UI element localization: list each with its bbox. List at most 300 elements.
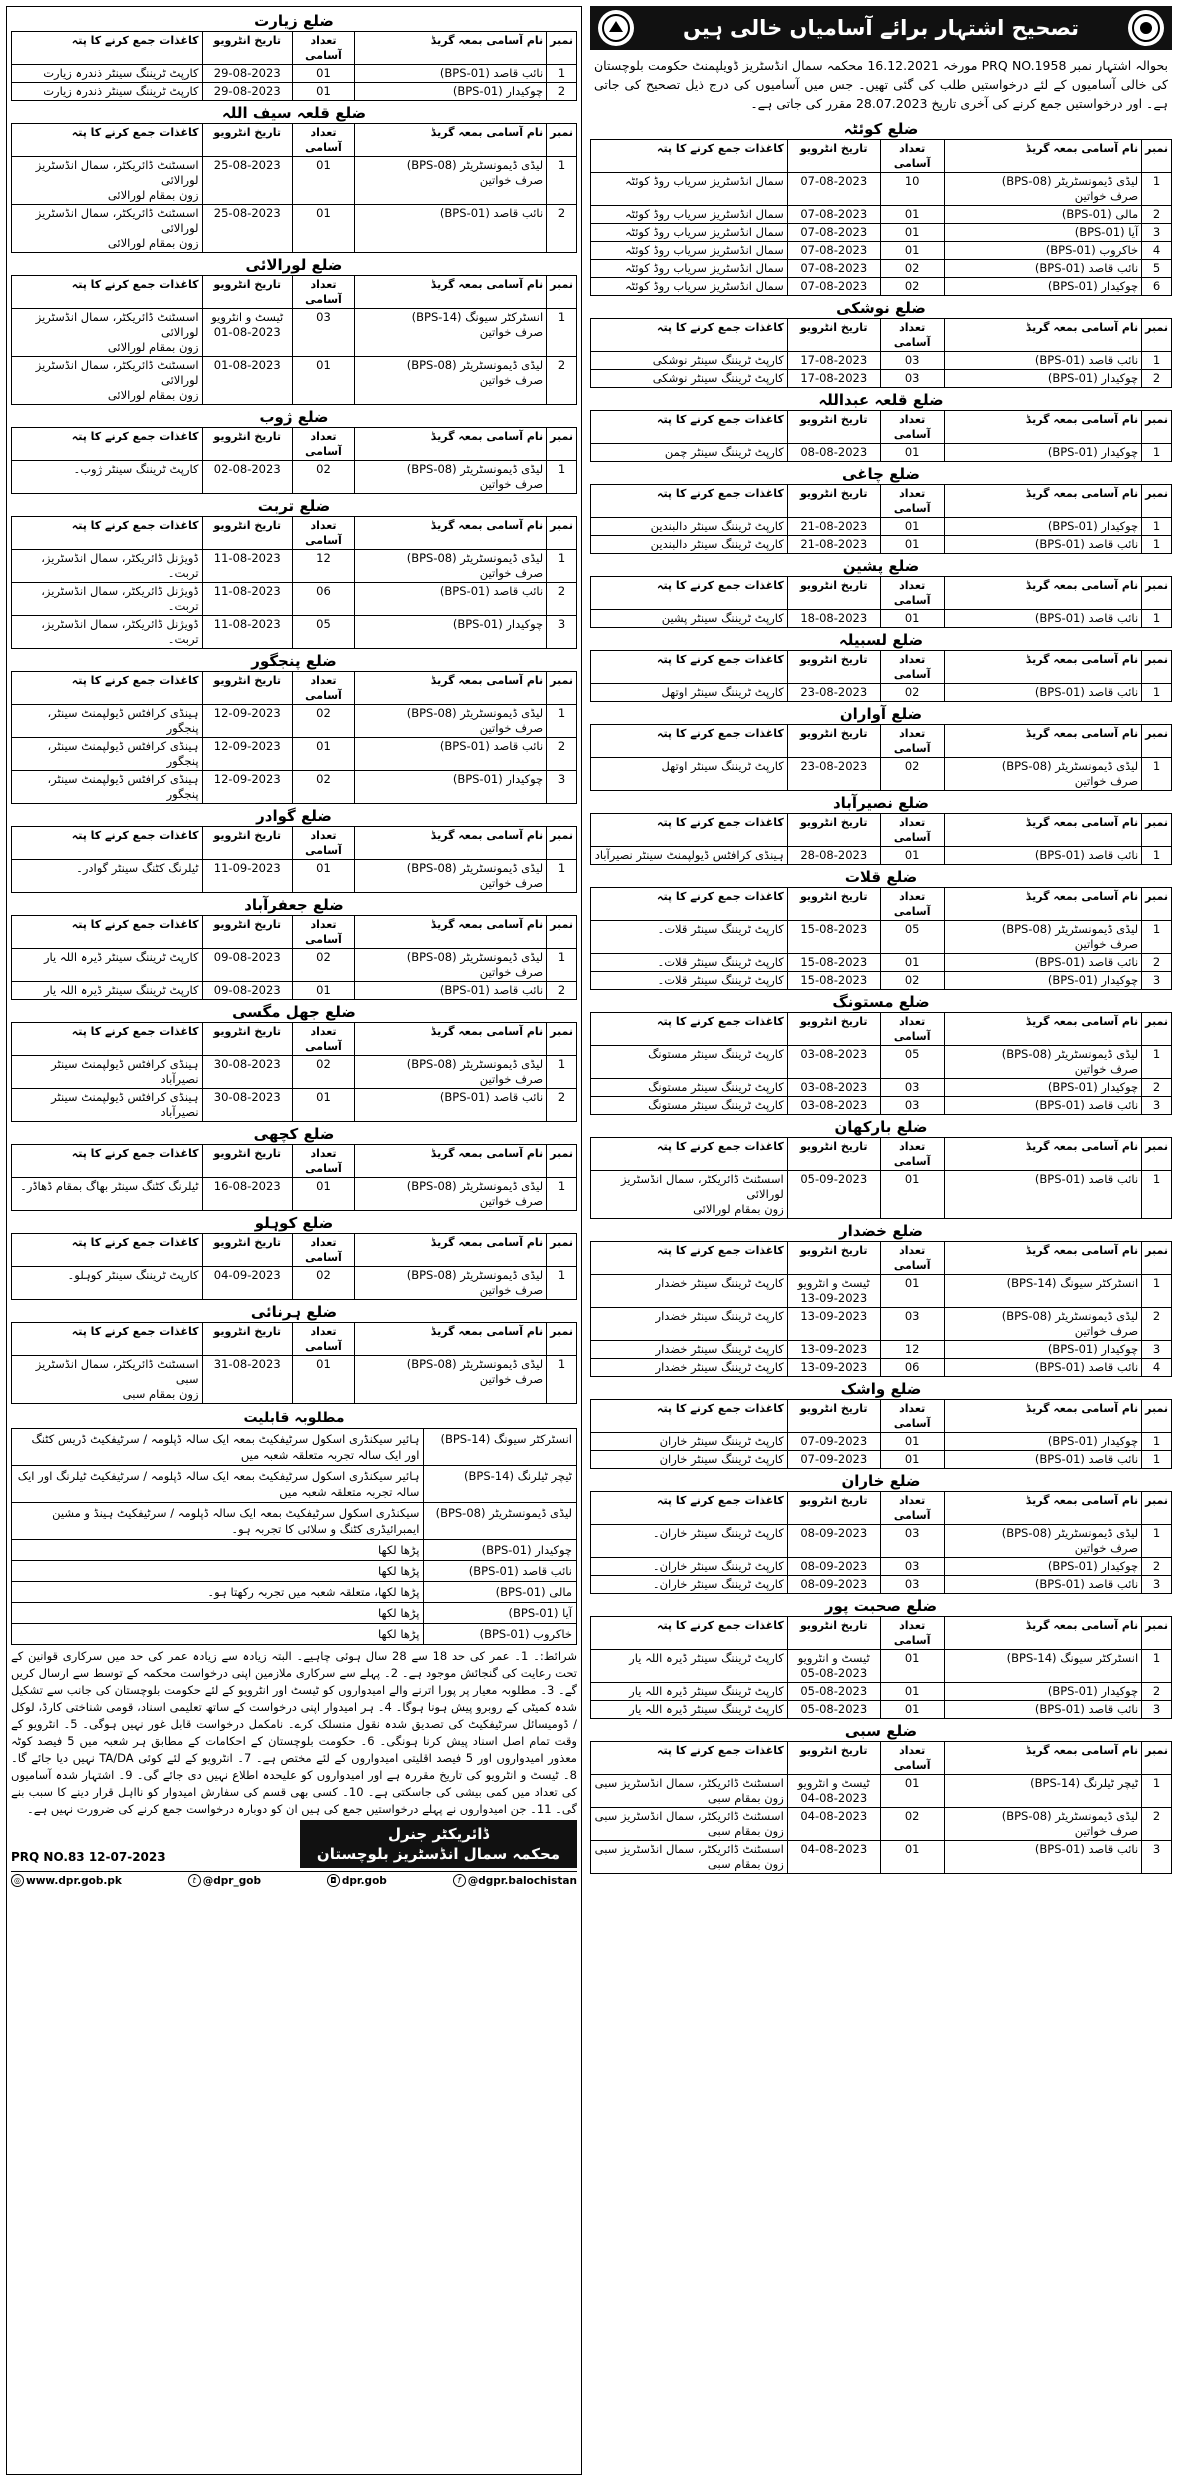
cell-count — [292, 205, 354, 253]
column-header-no: نمبر — [1142, 651, 1172, 684]
qualification-post: لیڈی ڈیمونسٹریٹر (BPS-08) — [424, 1503, 577, 1540]
cell-addr-text: ہینڈی کرافٹس ڈیولپمنٹ سینٹر نصیرآباد — [51, 1057, 199, 1086]
cell-count-text: 06 — [904, 1360, 920, 1374]
cell-post2-text: صرف خواتین — [1074, 1324, 1139, 1338]
cell-addr-text: کارپٹ ٹریننگ سینٹر مستونگ — [648, 1080, 784, 1094]
table-row — [12, 157, 577, 205]
cell-post — [355, 771, 547, 804]
cell-no — [1142, 1775, 1172, 1808]
cell-date-text: 03-08-2023 — [800, 1098, 868, 1112]
cell-post-text: لیڈی ڈیمونسٹریٹر (BPS-08) — [406, 1268, 544, 1282]
cell-date — [202, 65, 292, 83]
qualification-requirement: پڑھا لکھا — [12, 1603, 424, 1624]
intro-paragraph: بحوالہ اشتہار نمبر PRQ NO.1958 مورخہ 16.12.2021 محکمہ سمال انڈسٹریز ڈویلپمنٹ حکومت بلوچستان کی خالی آسامیوں کے لئے درخواستیں طلب کی گئی تھیں۔ جس میں آسامیوں کی درج ذیل تصحیح کی جاتی ہے۔ اور درخواستیں جمع کرنے کی آخری تاریخ 28.07.2023 مقرر کی جاتی ہے۔ — [594, 58, 1169, 111]
table-row — [591, 1558, 1172, 1576]
cell-post-text: لیڈی ڈیمونسٹریٹر (BPS-08) — [1001, 922, 1139, 936]
cell-no — [1142, 1841, 1172, 1874]
cell-no-text: 2 — [1152, 955, 1161, 969]
cell-date-text: 09-08-2023 — [213, 950, 281, 964]
cell-addr — [591, 684, 788, 702]
cell-date-text: 23-08-2023 — [800, 759, 868, 773]
cell-date — [787, 1046, 880, 1079]
cell-no — [1142, 173, 1172, 206]
table-row — [591, 847, 1172, 865]
column-header-date: تاریخ انٹرویو — [202, 827, 292, 860]
cell-addr — [12, 982, 203, 1000]
cell-addr — [12, 83, 203, 101]
column-header-date: تاریخ انٹرویو — [787, 888, 880, 921]
cell-post2-text: صرف خواتین — [479, 566, 544, 580]
cell-no-text: 1 — [1152, 1452, 1161, 1466]
cell-post-text: نائب قاصد (BPS-01) — [1034, 848, 1139, 862]
district-table — [11, 516, 577, 649]
cell-no — [1142, 972, 1172, 990]
district-heading: ضلع قلعہ عبداللہ — [818, 391, 944, 409]
column-header-date: تاریخ انٹرویو — [202, 276, 292, 309]
qualification-post: انسٹرکٹر سیونگ (BPS-14) — [424, 1429, 577, 1466]
cell-no-text: 1 — [1152, 537, 1161, 551]
left-sections — [11, 12, 577, 1404]
cell-date-text: 08-09-2023 — [800, 1559, 868, 1573]
cell-addr-text: کارپٹ ٹریننگ سینٹر خاران — [659, 1452, 784, 1466]
cell-post — [944, 972, 1142, 990]
footer-instagram[interactable]: ◘ dpr.gob — [327, 1874, 387, 1887]
cell-count-text: 05 — [904, 1047, 920, 1061]
cell-count-text: 01 — [904, 1684, 920, 1698]
column-header-address: کاغذات جمع کرنے کا پتہ — [591, 1242, 788, 1275]
cell-no — [1142, 1808, 1172, 1841]
cell-no — [547, 949, 577, 982]
cell-date — [202, 616, 292, 649]
table-header-row — [591, 140, 1172, 173]
cell-count-text: 05 — [316, 617, 331, 631]
column-header-post: نام آسامی بمعہ گریڈ — [944, 651, 1142, 684]
district-table — [11, 1144, 577, 1211]
cell-post — [355, 1356, 547, 1404]
column-header-date: تاریخ انٹرویو — [202, 32, 292, 65]
table-row — [591, 1576, 1172, 1594]
cell-post-text: لیڈی ڈیمونسٹریٹر (BPS-08) — [406, 706, 544, 720]
cell-date — [787, 1808, 880, 1841]
title-bar — [590, 6, 1172, 50]
column-header-count: تعداد آسامی — [880, 725, 944, 758]
cell-addr — [591, 1841, 788, 1874]
table-row — [591, 1808, 1172, 1841]
facebook-icon: f — [453, 1874, 466, 1887]
column-header-date: تاریخ انٹرویو — [202, 916, 292, 949]
cell-addr2-text: زون بمقام سبی — [122, 1387, 199, 1401]
district-table — [590, 650, 1172, 702]
cell-date — [202, 205, 292, 253]
cell-addr2-text: زون بمقام سبی — [707, 1857, 784, 1871]
cell-count — [292, 949, 354, 982]
cell-addr-text: اسسٹنٹ ڈائریکٹر، سمال انڈسٹریز لورالائی — [35, 358, 199, 387]
column-header-no: نمبر — [1142, 577, 1172, 610]
cell-no — [547, 583, 577, 616]
cell-no-text: 1 — [1152, 1526, 1161, 1540]
cell-post-text: چوکیدار (BPS-01) — [1047, 445, 1139, 459]
cell-no-text: 3 — [1152, 225, 1161, 239]
table-header-row — [591, 1617, 1172, 1650]
cell-post-text: نائب قاصد (BPS-01) — [439, 1090, 544, 1104]
column-header-count: تعداد آسامی — [880, 814, 944, 847]
cell-post — [355, 1056, 547, 1089]
cell-addr — [591, 278, 788, 296]
cell-addr-text: ہینڈی کرافٹس ڈیولپمنٹ سینٹر نصیرآباد — [594, 848, 784, 862]
cell-count-text: 03 — [904, 1577, 920, 1591]
cell-count-text: 01 — [904, 1776, 920, 1790]
cell-no-text: 3 — [557, 617, 566, 631]
cell-addr-text: کارپٹ ٹریننگ سینٹر دالبندین — [650, 537, 784, 551]
district-heading: ضلع لسبیلہ — [838, 631, 924, 649]
column-header-no: نمبر — [547, 124, 577, 157]
table-row — [591, 518, 1172, 536]
qualification-row — [12, 1624, 577, 1645]
cell-no — [547, 982, 577, 1000]
cell-date — [787, 1171, 880, 1219]
district-heading: ضلع مستونگ — [832, 993, 930, 1011]
table-row — [12, 1267, 577, 1300]
cell-post2-text: صرف خواتین — [1074, 189, 1139, 203]
column-header-count: تعداد آسامی — [292, 1023, 354, 1056]
column-header-count: تعداد آسامی — [880, 888, 944, 921]
cell-date — [787, 1841, 880, 1874]
cell-date — [202, 357, 292, 405]
cell-count — [880, 1079, 944, 1097]
column-header-no: نمبر — [1142, 1138, 1172, 1171]
cell-count — [880, 242, 944, 260]
cell-post-text: نائب قاصد (BPS-01) — [1034, 1172, 1139, 1186]
cell-addr-text: کارپٹ ٹریننگ سینٹر ژوب۔ — [73, 462, 199, 476]
cell-no — [547, 357, 577, 405]
cell-no — [1142, 847, 1172, 865]
column-header-date: تاریخ انٹرویو — [202, 1145, 292, 1178]
cell-post — [944, 1451, 1142, 1469]
district-table — [11, 31, 577, 101]
cell-post — [355, 738, 547, 771]
cell-date2-text: 05-08-2023 — [800, 1666, 868, 1680]
cell-addr — [12, 949, 203, 982]
cell-count — [292, 860, 354, 893]
cell-date — [787, 260, 880, 278]
cell-post-text: چوکیدار (BPS-01) — [452, 84, 544, 98]
district-heading: ضلع صحبت پور — [824, 1597, 938, 1615]
cell-count — [880, 173, 944, 206]
cell-post2-text: صرف خواتین — [479, 1194, 544, 1208]
cell-post2-text: صرف خواتین — [479, 721, 544, 735]
prq-number: PRQ NO.83 12-07-2023 — [11, 1850, 166, 1864]
cell-no — [1142, 921, 1172, 954]
cell-count-text: 01 — [316, 1357, 331, 1371]
cell-count-text: 02 — [316, 706, 331, 720]
district-table — [590, 887, 1172, 990]
cell-count-text: 02 — [904, 973, 920, 987]
cell-date-text: 05-09-2023 — [800, 1172, 868, 1186]
cell-no-text: 1 — [1152, 759, 1161, 773]
footer-twitter[interactable]: t @dpr_gob — [188, 1874, 261, 1887]
district-table — [11, 1322, 577, 1404]
cell-date-text: 15-08-2023 — [800, 922, 868, 936]
table-row — [591, 758, 1172, 791]
district-table — [590, 484, 1172, 554]
signature-box — [300, 1820, 577, 1868]
column-header-post: نام آسامی بمعہ گریڈ — [355, 276, 547, 309]
cell-count-text: 02 — [904, 1809, 920, 1823]
cell-count-text: 01 — [904, 519, 920, 533]
cell-no-text: 2 — [1152, 1684, 1161, 1698]
column-header-no: نمبر — [547, 517, 577, 550]
cell-addr — [591, 1808, 788, 1841]
column-header-no: نمبر — [1142, 1242, 1172, 1275]
cell-count-text: 05 — [904, 922, 920, 936]
cell-post-text: چوکیدار (BPS-01) — [1047, 371, 1139, 385]
column-header-no: نمبر — [1142, 1617, 1172, 1650]
column-header-no: نمبر — [547, 428, 577, 461]
cell-addr-text: ڈویژنل ڈائریکٹر، سمال انڈسٹریز، — [41, 584, 199, 598]
cell-count-text: 01 — [904, 1434, 920, 1448]
cell-no-text: 5 — [1152, 261, 1161, 275]
cell-no-text: 2 — [557, 584, 566, 598]
cell-addr2-text: تربت۔ — [167, 632, 199, 646]
table-row — [591, 1079, 1172, 1097]
table-header-row — [591, 1492, 1172, 1525]
cell-count-text: 12 — [904, 1342, 920, 1356]
cell-no-text: 1 — [1152, 445, 1161, 459]
column-header-address: کاغذات جمع کرنے کا پتہ — [591, 1742, 788, 1775]
district-table — [11, 275, 577, 405]
cell-count-text: 01 — [904, 611, 920, 625]
cell-count — [880, 1046, 944, 1079]
table-row — [591, 1341, 1172, 1359]
table-row — [12, 83, 577, 101]
district-table — [11, 671, 577, 804]
cell-post — [355, 616, 547, 649]
cell-date-text: 07-09-2023 — [800, 1452, 868, 1466]
cell-no — [1142, 1079, 1172, 1097]
cell-addr — [12, 65, 203, 83]
cell-date — [787, 1341, 880, 1359]
footer-web[interactable]: ◎ www.dpr.gob.pk — [11, 1874, 122, 1887]
cell-count — [880, 444, 944, 462]
column-header-post: نام آسامی بمعہ گریڈ — [355, 32, 547, 65]
cell-addr — [591, 954, 788, 972]
cell-addr-text: کارپٹ ٹریننگ سینٹر خاران — [659, 1434, 784, 1448]
cell-date — [787, 444, 880, 462]
column-header-address: کاغذات جمع کرنے کا پتہ — [12, 428, 203, 461]
cell-addr — [591, 1308, 788, 1341]
table-header-row — [12, 827, 577, 860]
cell-post-text: چوکیدار (BPS-01) — [452, 617, 544, 631]
cell-addr2-text: زون بمقام سبی — [707, 1791, 784, 1805]
table-header-row — [12, 1145, 577, 1178]
qualification-row — [12, 1540, 577, 1561]
cell-addr-text: کارپٹ ٹریننگ سینٹر خاران۔ — [652, 1577, 784, 1591]
column-header-post: نام آسامی بمعہ گریڈ — [355, 1234, 547, 1267]
cell-post — [355, 65, 547, 83]
cell-addr — [12, 309, 203, 357]
cell-post — [355, 1089, 547, 1122]
cell-no-text: 6 — [1152, 279, 1161, 293]
cell-post-text: لیڈی ڈیمونسٹریٹر (BPS-08) — [406, 158, 544, 172]
cell-addr2-text: زون بمقام لورالائی — [107, 340, 199, 354]
footer-bar — [11, 1871, 577, 1887]
signature-line-1: ڈائریکٹر جنرل — [387, 1825, 490, 1843]
column-header-no: نمبر — [1142, 725, 1172, 758]
cell-count-text: 01 — [904, 1651, 920, 1665]
cell-post — [944, 1558, 1142, 1576]
table-row — [12, 1178, 577, 1211]
cell-no — [1142, 684, 1172, 702]
cell-post — [944, 224, 1142, 242]
cell-no — [1142, 1359, 1172, 1377]
cell-post-text: لیڈی ڈیمونسٹریٹر (BPS-08) — [406, 1057, 544, 1071]
column-header-date: تاریخ انٹرویو — [787, 411, 880, 444]
cell-post — [944, 1097, 1142, 1115]
cell-date-text: 12-09-2023 — [213, 706, 281, 720]
cell-count — [880, 1359, 944, 1377]
cell-date-text: 09-08-2023 — [213, 983, 281, 997]
table-row — [12, 205, 577, 253]
column-header-post: نام آسامی بمعہ گریڈ — [355, 827, 547, 860]
cell-addr-text: کارپٹ ٹریننگ سینٹر ذندرہ زیارت — [43, 84, 199, 98]
cell-date-text: 07-08-2023 — [800, 225, 868, 239]
cell-count — [292, 1056, 354, 1089]
column-header-count: تعداد آسامی — [880, 485, 944, 518]
column-header-count: تعداد آسامی — [880, 1617, 944, 1650]
table-header-row — [591, 814, 1172, 847]
cell-count — [292, 1178, 354, 1211]
cell-post — [355, 309, 547, 357]
table-header-row — [12, 428, 577, 461]
cell-post-text: لیڈی ڈیمونسٹریٹر (BPS-08) — [1001, 1526, 1139, 1540]
cell-no-text: 2 — [557, 84, 566, 98]
cell-date — [787, 536, 880, 554]
cell-no-text: 2 — [1152, 371, 1161, 385]
cell-addr2-text: تربت۔ — [167, 599, 199, 613]
table-header-row — [591, 1242, 1172, 1275]
cell-post-text: چوکیدار (BPS-01) — [1047, 1559, 1139, 1573]
cell-no-text: 2 — [557, 739, 566, 753]
left-column — [6, 6, 582, 2475]
table-row — [591, 1701, 1172, 1719]
district-heading: ضلع جھل مگسی — [232, 1003, 356, 1021]
cell-no-text: 1 — [557, 706, 566, 720]
cell-post-text: مالی (BPS-01) — [1061, 207, 1139, 221]
table-row — [12, 357, 577, 405]
column-header-no: نمبر — [1142, 485, 1172, 518]
cell-addr-text: اسسٹنٹ ڈائریکٹر، سمال انڈسٹریز سبی — [594, 1842, 784, 1856]
qualifications-title: مطلوبہ قابلیت — [243, 1410, 345, 1426]
cell-no — [1142, 444, 1172, 462]
cell-post — [944, 1171, 1142, 1219]
cell-post-text: خاکروب (BPS-01) — [1045, 243, 1139, 257]
cell-addr-text: کارپٹ ٹریننگ سینٹر ڈیرہ اللہ یار — [629, 1651, 784, 1665]
column-header-post: نام آسامی بمعہ گریڈ — [944, 1492, 1142, 1525]
cell-count — [880, 1341, 944, 1359]
cell-addr — [591, 1650, 788, 1683]
cell-date-text: 28-08-2023 — [800, 848, 868, 862]
table-header-row — [591, 577, 1172, 610]
cell-addr-text: کارپٹ ٹریننگ سینٹر پشین — [661, 611, 784, 625]
cell-date-text: 12-09-2023 — [213, 739, 281, 753]
cell-count — [292, 309, 354, 357]
cell-count — [292, 1267, 354, 1300]
table-row — [12, 860, 577, 893]
cell-date — [202, 309, 292, 357]
column-header-count: تعداد آسامی — [880, 411, 944, 444]
district-heading: ضلع خاران — [841, 1472, 921, 1490]
qualification-post: آیا (BPS-01) — [424, 1603, 577, 1624]
district-heading: ضلع نصیرآباد — [832, 794, 930, 812]
cell-count-text: 01 — [904, 225, 920, 239]
column-header-date: تاریخ انٹرویو — [787, 1013, 880, 1046]
cell-count-text: 01 — [904, 955, 920, 969]
table-header-row — [591, 1138, 1172, 1171]
column-header-post: نام آسامی بمعہ گریڈ — [944, 1013, 1142, 1046]
cell-count — [880, 1650, 944, 1683]
cell-no-text: 1 — [1152, 519, 1161, 533]
column-header-post: نام آسامی بمعہ گریڈ — [355, 1323, 547, 1356]
qualification-requirement: پڑھا لکھا، متعلقہ شعبہ میں تجربہ رکھتا ہو۔ — [12, 1582, 424, 1603]
cell-addr-text: ہینڈی کرافٹس ڈیولپمنٹ سینٹر، پنجگور — [47, 739, 199, 768]
district-heading: ضلع گوادر — [256, 807, 332, 825]
cell-no — [1142, 1341, 1172, 1359]
column-header-post: نام آسامی بمعہ گریڈ — [944, 814, 1142, 847]
column-header-no: نمبر — [547, 672, 577, 705]
cell-count — [292, 83, 354, 101]
cell-post-text: نائب قاصد (BPS-01) — [439, 739, 544, 753]
cell-count-text: 01 — [316, 206, 331, 220]
cell-date-text: 11-08-2023 — [213, 551, 281, 565]
column-header-post: نام آسامی بمعہ گریڈ — [944, 725, 1142, 758]
cell-addr — [591, 1275, 788, 1308]
cell-date — [202, 550, 292, 583]
cell-addr-text: ٹیلرنگ کٹنگ سینٹر گوادر۔ — [76, 861, 199, 875]
cell-addr — [591, 1046, 788, 1079]
district-heading: ضلع آواران — [839, 705, 923, 723]
cell-no — [547, 157, 577, 205]
cell-addr — [12, 705, 203, 738]
cell-count-text: 01 — [904, 1702, 920, 1716]
column-header-address: کاغذات جمع کرنے کا پتہ — [12, 1323, 203, 1356]
qualification-requirement: سیکنڈری اسکول سرٹیفکیٹ بمعہ ایک سالہ ڈپلومہ / سرٹیفکیٹ ہینڈ و مشین ایمبرائیڈری کٹنگ و سلائی کا تجربہ ہو۔ — [12, 1503, 424, 1540]
cell-date — [787, 954, 880, 972]
footer-facebook[interactable]: f @dgpr.balochistan — [453, 1874, 577, 1887]
cell-post — [944, 1841, 1142, 1874]
cell-count — [292, 157, 354, 205]
cell-no — [547, 1356, 577, 1404]
cell-date-text: 01-08-2023 — [213, 358, 281, 372]
cell-count-text: 01 — [904, 1452, 920, 1466]
cell-addr — [12, 205, 203, 253]
cell-no — [1142, 1046, 1172, 1079]
cell-no-text: 2 — [1152, 1809, 1161, 1823]
cell-count — [880, 1308, 944, 1341]
column-header-count: تعداد آسامی — [880, 1013, 944, 1046]
district-table — [11, 123, 577, 253]
cell-count — [292, 771, 354, 804]
cell-post — [944, 1308, 1142, 1341]
cell-count — [880, 518, 944, 536]
table-row — [591, 1308, 1172, 1341]
qualification-row — [12, 1429, 577, 1466]
cell-date — [787, 1097, 880, 1115]
cell-date-text: 13-09-2023 — [800, 1309, 868, 1323]
cell-count — [880, 1171, 944, 1219]
cell-post-text: نائب قاصد (BPS-01) — [439, 66, 544, 80]
table-row — [12, 982, 577, 1000]
cell-date-text: 21-08-2023 — [800, 519, 868, 533]
